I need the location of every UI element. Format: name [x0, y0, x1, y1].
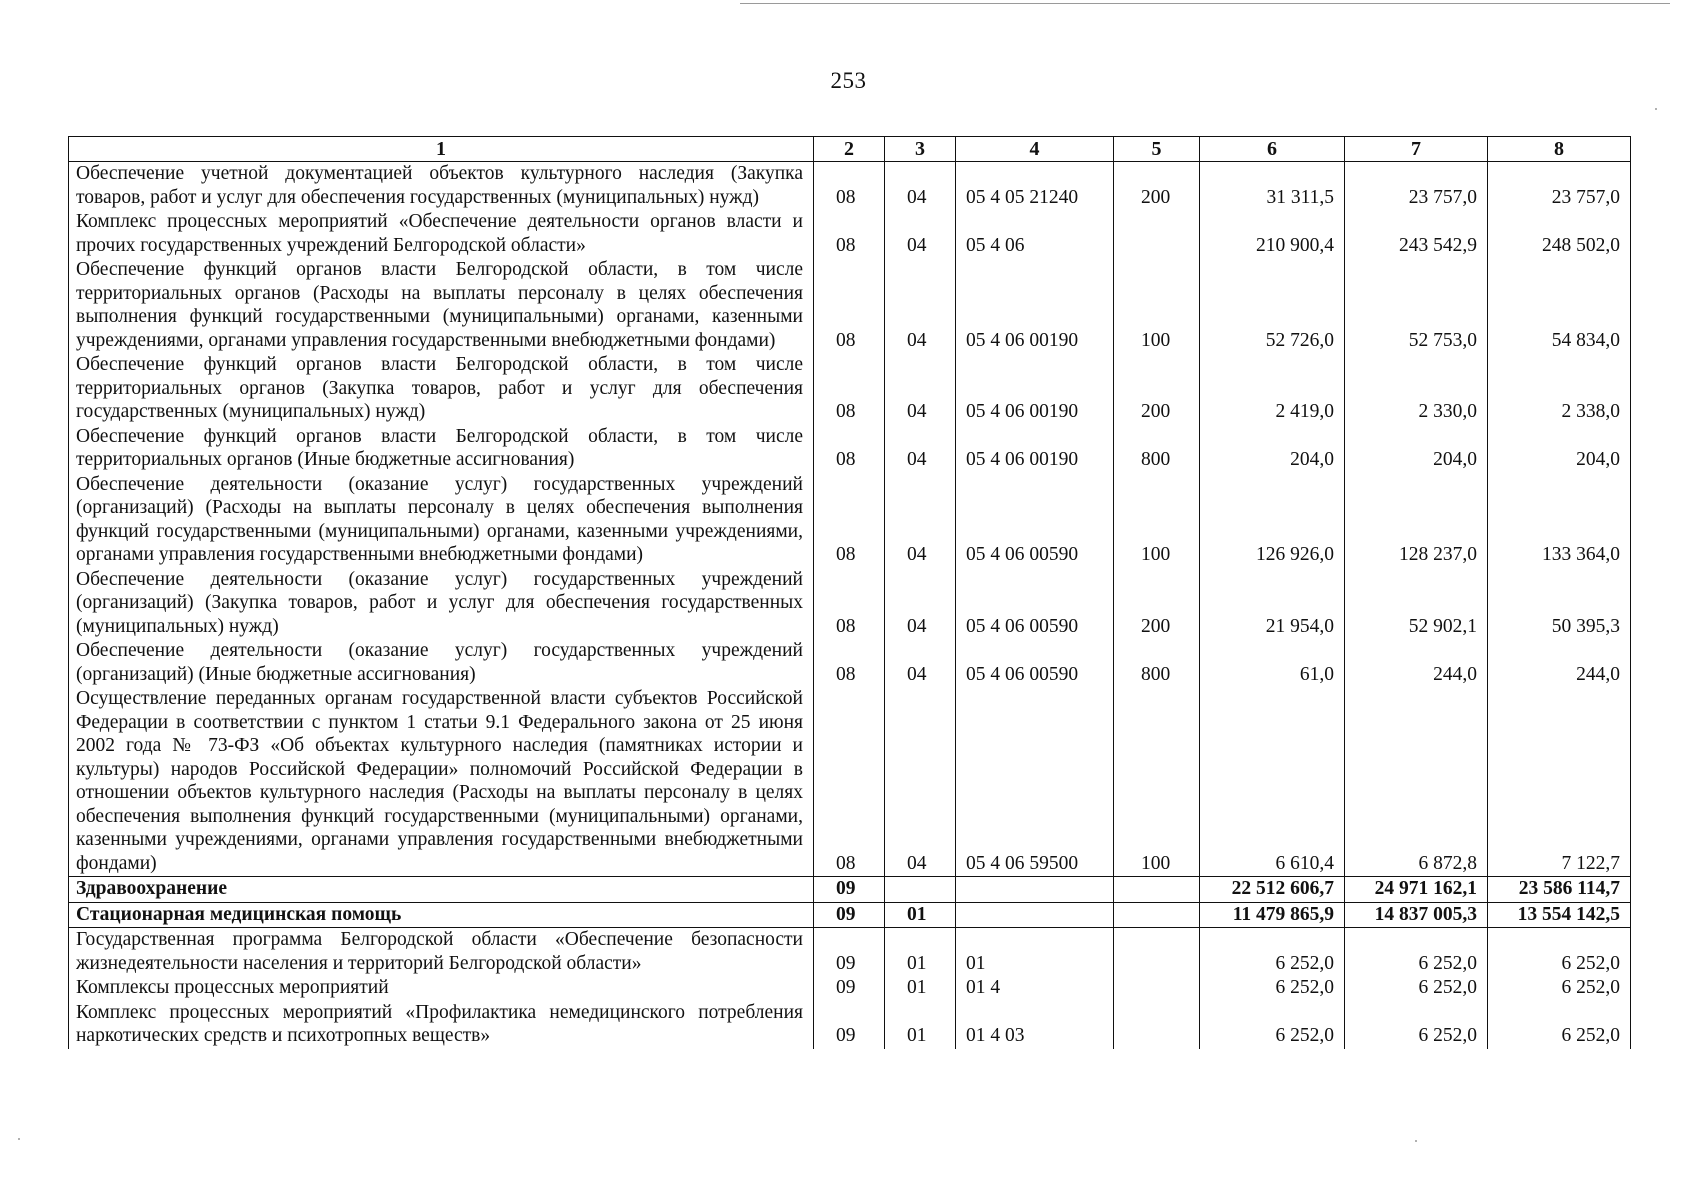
expense-type-code [1114, 928, 1200, 977]
expense-type-code: 800 [1114, 425, 1200, 473]
target-article-code [956, 902, 1114, 928]
subsection-code [885, 877, 956, 903]
target-article-code: 05 4 06 00590 [956, 473, 1114, 568]
scan-speck [1655, 108, 1657, 110]
amount-col-7: 6 872,8 [1345, 687, 1488, 877]
target-article-code: 01 [956, 928, 1114, 977]
amount-col-6: 6 252,0 [1200, 928, 1345, 977]
amount-col-6: 52 726,0 [1200, 258, 1345, 353]
header-col-7: 7 [1345, 137, 1488, 162]
target-article-code: 01 4 [956, 976, 1114, 1001]
row-name: Обеспечение учетной документацией объектов культурного наследия (Закупка товаров, работ и услуг для обеспечения государственных (муниципальных) нужд) [69, 162, 814, 211]
section-code: 08 [814, 258, 885, 353]
amount-col-6: 21 954,0 [1200, 568, 1345, 640]
table-row [69, 162, 1631, 211]
expense-type-code [1114, 1001, 1200, 1049]
subsection-code: 04 [885, 425, 956, 473]
section-code: 08 [814, 687, 885, 877]
header-col-4: 4 [956, 137, 1114, 162]
section-code: 09 [814, 976, 885, 1001]
amount-col-7: 23 757,0 [1345, 162, 1488, 211]
table-row [69, 687, 1631, 877]
subsection-code: 01 [885, 976, 956, 1001]
expense-type-code: 100 [1114, 473, 1200, 568]
row-name: Обеспечение функций органов власти Белгородской области, в том числе территориальных органов (Расходы на выплаты персоналу в целях обеспечения выполнения функций государственными (муниципальными) органами, казенными учреждениями, органами управления государственными внебюджетными фондами) [69, 258, 814, 353]
table-row [69, 353, 1631, 425]
subsection-code: 04 [885, 568, 956, 640]
subsection-code: 04 [885, 258, 956, 353]
expense-type-code: 800 [1114, 639, 1200, 687]
amount-col-7: 2 330,0 [1345, 353, 1488, 425]
top-edge-rule [740, 3, 1670, 4]
row-name: Государственная программа Белгородской области «Обеспечение безопасности жизнедеятельности населения и территорий Белгородской области» [69, 928, 814, 977]
section-code: 08 [814, 568, 885, 640]
amount-col-8: 6 252,0 [1488, 928, 1631, 977]
row-name: Комплекс процессных мероприятий «Профилактика немедицинского потребления наркотических средств и психотропных веществ» [69, 1001, 814, 1049]
amount-col-6: 6 252,0 [1200, 976, 1345, 1001]
table-row [69, 976, 1631, 1001]
amount-col-8: 7 122,7 [1488, 687, 1631, 877]
target-article-code: 01 4 03 [956, 1001, 1114, 1049]
amount-col-6: 210 900,4 [1200, 210, 1345, 258]
scan-speck [1415, 1140, 1417, 1142]
section-code: 08 [814, 639, 885, 687]
section-code: 08 [814, 162, 885, 211]
row-name: Обеспечение деятельности (оказание услуг) государственных учреждений (организаций) (Закупка товаров, работ и услуг для обеспечения государственных (муниципальных) нужд) [69, 568, 814, 640]
amount-col-7: 6 252,0 [1345, 976, 1488, 1001]
table-row [69, 639, 1631, 687]
target-article-code: 05 4 06 00190 [956, 353, 1114, 425]
table-row [69, 210, 1631, 258]
amount-col-8: 244,0 [1488, 639, 1631, 687]
amount-col-7: 14 837 005,3 [1345, 902, 1488, 928]
subsection-code: 01 [885, 1001, 956, 1049]
table-row [69, 928, 1631, 977]
section-title: Здравоохранение [69, 877, 814, 903]
target-article-code [956, 877, 1114, 903]
subsection-code: 01 [885, 928, 956, 977]
amount-col-8: 13 554 142,5 [1488, 902, 1631, 928]
amount-col-7: 128 237,0 [1345, 473, 1488, 568]
header-col-6: 6 [1200, 137, 1345, 162]
row-name: Осуществление переданных органам государственной власти субъектов Российской Федерации в соответствии с пунктом 1 статьи 9.1 Федерального закона от 25 июня 2002 года № 73-ФЗ «Об объектах культурного наследия (памятниках истории и культуры) народов Российской Федерации» полномочий Российской Федерации в отношении объектов культурного наследия (Расходы на выплаты персоналу в целях обеспечения выполнения функций государственными (муниципальными) органами, казенными учреждениями, органами управления государственными внебюджетными фондами) [69, 687, 814, 877]
section-code: 09 [814, 902, 885, 928]
target-article-code: 05 4 06 00590 [956, 639, 1114, 687]
subsection-title: Стационарная медицинская помощь [69, 902, 814, 928]
expense-type-code: 200 [1114, 568, 1200, 640]
amount-col-8: 6 252,0 [1488, 1001, 1631, 1049]
table-row [69, 568, 1631, 640]
table-row [69, 1001, 1631, 1049]
subsection-code: 04 [885, 353, 956, 425]
amount-col-8: 23 586 114,7 [1488, 877, 1631, 903]
amount-col-6: 2 419,0 [1200, 353, 1345, 425]
amount-col-7: 52 902,1 [1345, 568, 1488, 640]
target-article-code: 05 4 06 00590 [956, 568, 1114, 640]
section-code: 09 [814, 928, 885, 977]
amount-col-7: 244,0 [1345, 639, 1488, 687]
amount-col-7: 52 753,0 [1345, 258, 1488, 353]
target-article-code: 05 4 06 [956, 210, 1114, 258]
expense-type-code [1114, 210, 1200, 258]
target-article-code: 05 4 05 21240 [956, 162, 1114, 211]
subsection-code: 04 [885, 162, 956, 211]
amount-col-8: 6 252,0 [1488, 976, 1631, 1001]
section-total-row [69, 877, 1631, 903]
amount-col-8: 248 502,0 [1488, 210, 1631, 258]
header-col-5: 5 [1114, 137, 1200, 162]
expense-type-code [1114, 877, 1200, 903]
amount-col-8: 133 364,0 [1488, 473, 1631, 568]
expense-type-code: 100 [1114, 258, 1200, 353]
amount-col-6: 22 512 606,7 [1200, 877, 1345, 903]
row-name: Комплекс процессных мероприятий «Обеспечение деятельности органов власти и прочих государственных учреждений Белгородской области» [69, 210, 814, 258]
section-code: 09 [814, 1001, 885, 1049]
page-number: 253 [830, 68, 867, 93]
section-code: 09 [814, 877, 885, 903]
target-article-code: 05 4 06 00190 [956, 258, 1114, 353]
header-col-1: 1 [69, 137, 814, 162]
subsection-code: 04 [885, 639, 956, 687]
amount-col-8: 2 338,0 [1488, 353, 1631, 425]
section-code: 08 [814, 210, 885, 258]
amount-col-7: 6 252,0 [1345, 928, 1488, 977]
row-name: Обеспечение деятельности (оказание услуг) государственных учреждений (организаций) (Иные бюджетные ассигнования) [69, 639, 814, 687]
expense-type-code [1114, 976, 1200, 1001]
amount-col-7: 24 971 162,1 [1345, 877, 1488, 903]
amount-col-6: 6 252,0 [1200, 1001, 1345, 1049]
table-row [69, 473, 1631, 568]
amount-col-6: 31 311,5 [1200, 162, 1345, 211]
row-name: Обеспечение деятельности (оказание услуг) государственных учреждений (организаций) (Расходы на выплаты персоналу в целях обеспечения выполнения функций государственными (муниципальными) органами, казенными учреждениями, органами управления государственными внебюджетными фондами) [69, 473, 814, 568]
amount-col-6: 6 610,4 [1200, 687, 1345, 877]
section-code: 08 [814, 473, 885, 568]
scan-speck [18, 1138, 20, 1140]
table-header-row [69, 137, 1631, 162]
expense-type-code: 200 [1114, 353, 1200, 425]
subsection-code: 04 [885, 210, 956, 258]
amount-col-6: 11 479 865,9 [1200, 902, 1345, 928]
subsection-code: 01 [885, 902, 956, 928]
table-row [69, 258, 1631, 353]
section-code: 08 [814, 425, 885, 473]
subsection-total-row [69, 902, 1631, 928]
target-article-code: 05 4 06 00190 [956, 425, 1114, 473]
section-code: 08 [814, 353, 885, 425]
subsection-code: 04 [885, 473, 956, 568]
expense-type-code: 200 [1114, 162, 1200, 211]
amount-col-8: 50 395,3 [1488, 568, 1631, 640]
amount-col-7: 243 542,9 [1345, 210, 1488, 258]
amount-col-6: 61,0 [1200, 639, 1345, 687]
amount-col-6: 126 926,0 [1200, 473, 1345, 568]
amount-col-7: 204,0 [1345, 425, 1488, 473]
header-col-3: 3 [885, 137, 956, 162]
row-name: Обеспечение функций органов власти Белгородской области, в том числе территориальных органов (Закупка товаров, работ и услуг для обеспечения государственных (муниципальных) нужд) [69, 353, 814, 425]
expense-type-code: 100 [1114, 687, 1200, 877]
amount-col-8: 23 757,0 [1488, 162, 1631, 211]
budget-table [68, 136, 1631, 1049]
row-name: Обеспечение функций органов власти Белгородской области, в том числе территориальных органов (Иные бюджетные ассигнования) [69, 425, 814, 473]
header-col-8: 8 [1488, 137, 1631, 162]
header-col-2: 2 [814, 137, 885, 162]
expense-type-code [1114, 902, 1200, 928]
subsection-code: 04 [885, 687, 956, 877]
target-article-code: 05 4 06 59500 [956, 687, 1114, 877]
amount-col-7: 6 252,0 [1345, 1001, 1488, 1049]
amount-col-6: 204,0 [1200, 425, 1345, 473]
row-name: Комплексы процессных мероприятий [69, 976, 814, 1001]
amount-col-8: 54 834,0 [1488, 258, 1631, 353]
amount-col-8: 204,0 [1488, 425, 1631, 473]
table-row [69, 425, 1631, 473]
